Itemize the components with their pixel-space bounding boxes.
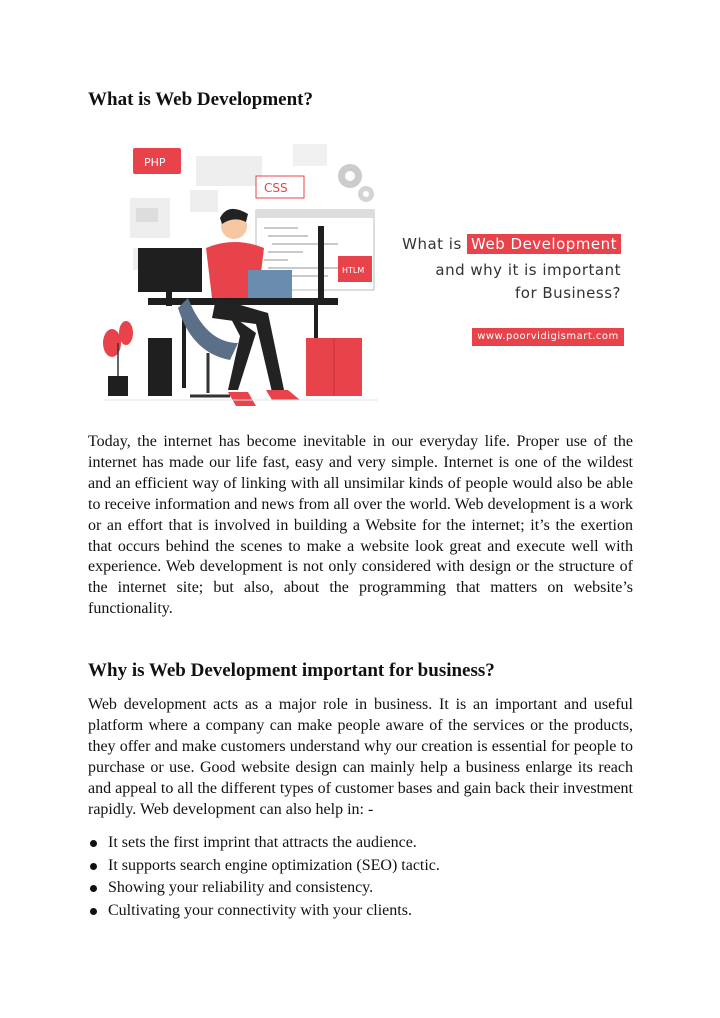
desk <box>148 298 338 305</box>
ui-card <box>293 144 327 166</box>
laptop <box>248 270 292 298</box>
developer-illustration <box>88 138 388 418</box>
ui-card-inner <box>136 208 158 222</box>
heading-why-important: Why is Web Development important for business? <box>88 660 495 681</box>
monitor <box>138 248 202 292</box>
monitor-side <box>318 226 324 298</box>
list-item: It supports search engine optimization (SEO) tactic. <box>88 855 633 878</box>
hero-title-line3: for Business? <box>515 284 621 302</box>
hero-title-highlight: Web Development <box>467 234 621 254</box>
paragraph-intro: Today, the internet has become inevitable in our everyday life. Proper use of the internet has made our life fast, easy and very simple. Internet is one of the wildest and an efficient way of linking with all unsimilar kinds of people would also be able to receive information and news from all over the world. Web development is a work or an effort that is involved in building a Website for the internet; it’s the exertion that occurs behind the scenes to make a website look great and execute well with experience. Web development is not only considered with design or the structure of the internet site; but also, about the programming that matters on website’s functionality. <box>88 433 633 618</box>
plant-pot <box>108 376 128 396</box>
php-tag-label: PHP <box>144 156 166 169</box>
list-item: Showing your reliability and consistency. <box>88 877 633 900</box>
bullet-icon <box>90 863 97 870</box>
hero-title-prefix: What is <box>402 235 468 253</box>
list-item: Cultivating your connectivity with your clients. <box>88 900 633 923</box>
paragraph-business: Web development acts as a major role in business. It is an important and useful platform where a company can make people aware of the services or the products, they offer and make customers understand why our creation is essential for people to purchase or use. Good website design can mainly help a business enlarge its reach and appeal to all the different types of customer bases and gain back their investment rapidly. Web development can also help in: - <box>88 696 633 818</box>
list-item: It sets the first imprint that attracts the audience. <box>88 832 633 855</box>
shoe <box>228 392 256 406</box>
ui-card <box>196 156 262 186</box>
hero-title-line2: and why it is important <box>435 261 621 279</box>
bullet-icon <box>90 908 97 915</box>
hero-title-line1 <box>402 235 621 253</box>
css-tag-label: CSS <box>264 181 288 195</box>
benefits-list <box>88 832 633 922</box>
ui-card <box>190 190 218 212</box>
shoe <box>266 390 300 400</box>
heading-what-is-web-development: What is Web Development? <box>88 89 314 110</box>
html-tag-label: HTLM <box>342 266 365 275</box>
bullet-icon <box>90 840 97 847</box>
plant-leaf <box>119 321 133 345</box>
pc-tower <box>148 338 172 396</box>
bullet-icon <box>90 885 97 892</box>
hero-illustration <box>88 138 636 418</box>
website-badge: www.poorvidigismart.com <box>472 328 624 346</box>
